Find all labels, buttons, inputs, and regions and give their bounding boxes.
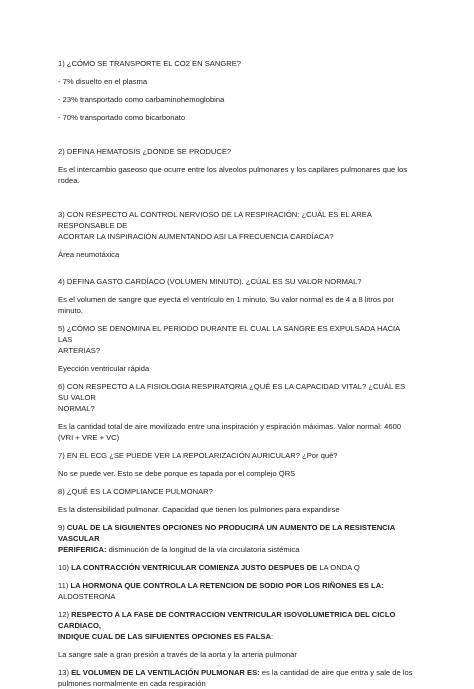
question-12-text: RESPECTO A LA FASE DE CONTRACCION VENTRICULAR ISOVOLUMETRICA DEL CICLO CARDIACO, [58,610,396,630]
question-12-colon: : [270,632,274,641]
answer-3: Área neumotáxica [58,250,120,259]
question-3-line-2: ACORTAR LA INSPIRACIÓN AUMENTANDO ASI LA FRECUENCIA CARDÍACA? [58,232,334,241]
question-12-text-end: INDIQUE CUAL DE LAS SIFUIENTES OPCIONES ES FALSA [58,632,271,641]
question-10 [58,562,416,573]
answer-9: disminución de la longitud de la vía circulatoria sistémica [106,545,300,554]
question-9-text-end: PERIFERICA: [58,545,107,554]
answer-13-line-2: pulmones normalmente en cada respiración [58,679,206,688]
answer-1-item: - 7% disuelto en el plasma [58,77,148,86]
question-10-number: 10) [58,563,72,572]
question-11-number: 11) [58,581,71,590]
answer-6-line-1: Es la cantidad total de aire movilizado entre una inspiración y espiración máximas. Valor normal: 4600 [58,422,402,431]
question-7: 7) EN EL ECG ¿SE PUEDE VER LA REPOLARIZACIÓN AURICULAR? ¿Por qué? [58,451,338,460]
question-3-line-1: 3) CON RESPECTO AL CONTROL NERVIOSO DE LA RESPIRACIÓN: ¿CUÁL ES EL AREA RESPONSABLE DE [58,210,372,230]
question-8: 8) ¿QUÉ ES LA COMPLIANCE PULMONAR? [58,487,213,496]
answer-11: ALDOSTERONA [58,592,116,601]
answer-2-line-2: rodea. [58,176,80,185]
answer-10: LA ONDA Q [317,563,360,572]
question-9-line-1 [58,522,416,544]
answer-8: Es la distensibilidad pulmonar. Capacidad que tienen los pulmones para expandirse [58,505,340,514]
answer-7: No se puede ver. Esto se debe porque es tapada por el complejo QRS [58,469,296,478]
question-13-line-1 [58,667,416,678]
answer-12: La sangre sale a gran presión a través de la aorta y la arteria pulmonar [58,650,297,659]
question-13-number: 13) [58,668,72,677]
answer-1-item: - 23% transportado como carbaminohemoglobina [58,95,225,104]
question-9-text: CUAL DE LA SIGUIENTES OPCIONES NO PRODUCIRÁ UN AUMENTO DE LA RESISTENCIA VASCULAR [58,523,395,543]
question-10-text: LA CONTRACCIÓN VENTRICULAR COMIENZA JUSTO DESPUES DE [71,563,318,572]
question-11-text: LA HORMONA QUE CONTROLA LA RETENCION DE SODIO POR LOS RIÑONES ES LA: [70,581,384,590]
answer-6-line-2: (VRI + VRE + VC) [58,433,120,442]
question-12-line-2 [58,631,416,642]
question-9-number: 9) [58,523,67,532]
answer-1-item: - 70% transportado como bicarbonato [58,113,186,122]
question-5-line-1: 5) ¿CÓMO SE DENOMINA EL PERIODO DURANTE EL CUAL LA SANGRE ES EXPULSADA HACIA LAS [58,324,400,344]
answer-4-line-2: minuto. [58,306,83,315]
answer-4-line-1: Es el volumen de sangre que eyecta el ventrículo en 1 minuto. Su valor normal es de 4 a 8 litros por [58,295,394,304]
question-13-text: EL VOLUMEN DE LA VENTILACIÓN PULMONAR ES: [71,668,260,677]
answer-13-line-1: es la cantidad de aire que entra y sale de los [259,668,413,677]
question-2: 2) DEFINA HEMATOSIS ¿DONDE SE PRODUCE? [58,147,232,156]
question-11 [58,580,416,602]
question-4: 4) DEFINA GASTO CARDÍACO (VOLUMEN MINUTO). ¿CÚAL ES SU VALOR NORMAL? [58,277,362,286]
question-12-number: 12) [58,610,72,619]
question-9-line-2 [58,544,416,555]
question-12-line-1 [58,609,416,631]
answer-5: Eyección ventricular rápida [58,364,150,373]
answer-2-line-1: Es el intercambio gaseoso que ocurre entre los alveolos pulmonares y los capilares pulmonares que los [58,165,408,174]
question-6-line-2: NORMAL? [58,404,95,413]
question-1: 1) ¿CÓMO SE TRANSPORTE EL CO2 EN SANGRE? [58,59,241,68]
question-6-line-1: 6) CON RESPECTO A LA FISIOLOGIA RESPIRATORIA ¿QUÉ ES LA CAPACIDAD VITAL? ¿CUÁL ES SU VALOR [58,382,406,402]
question-5-line-2: ARTERIAS? [58,346,101,355]
